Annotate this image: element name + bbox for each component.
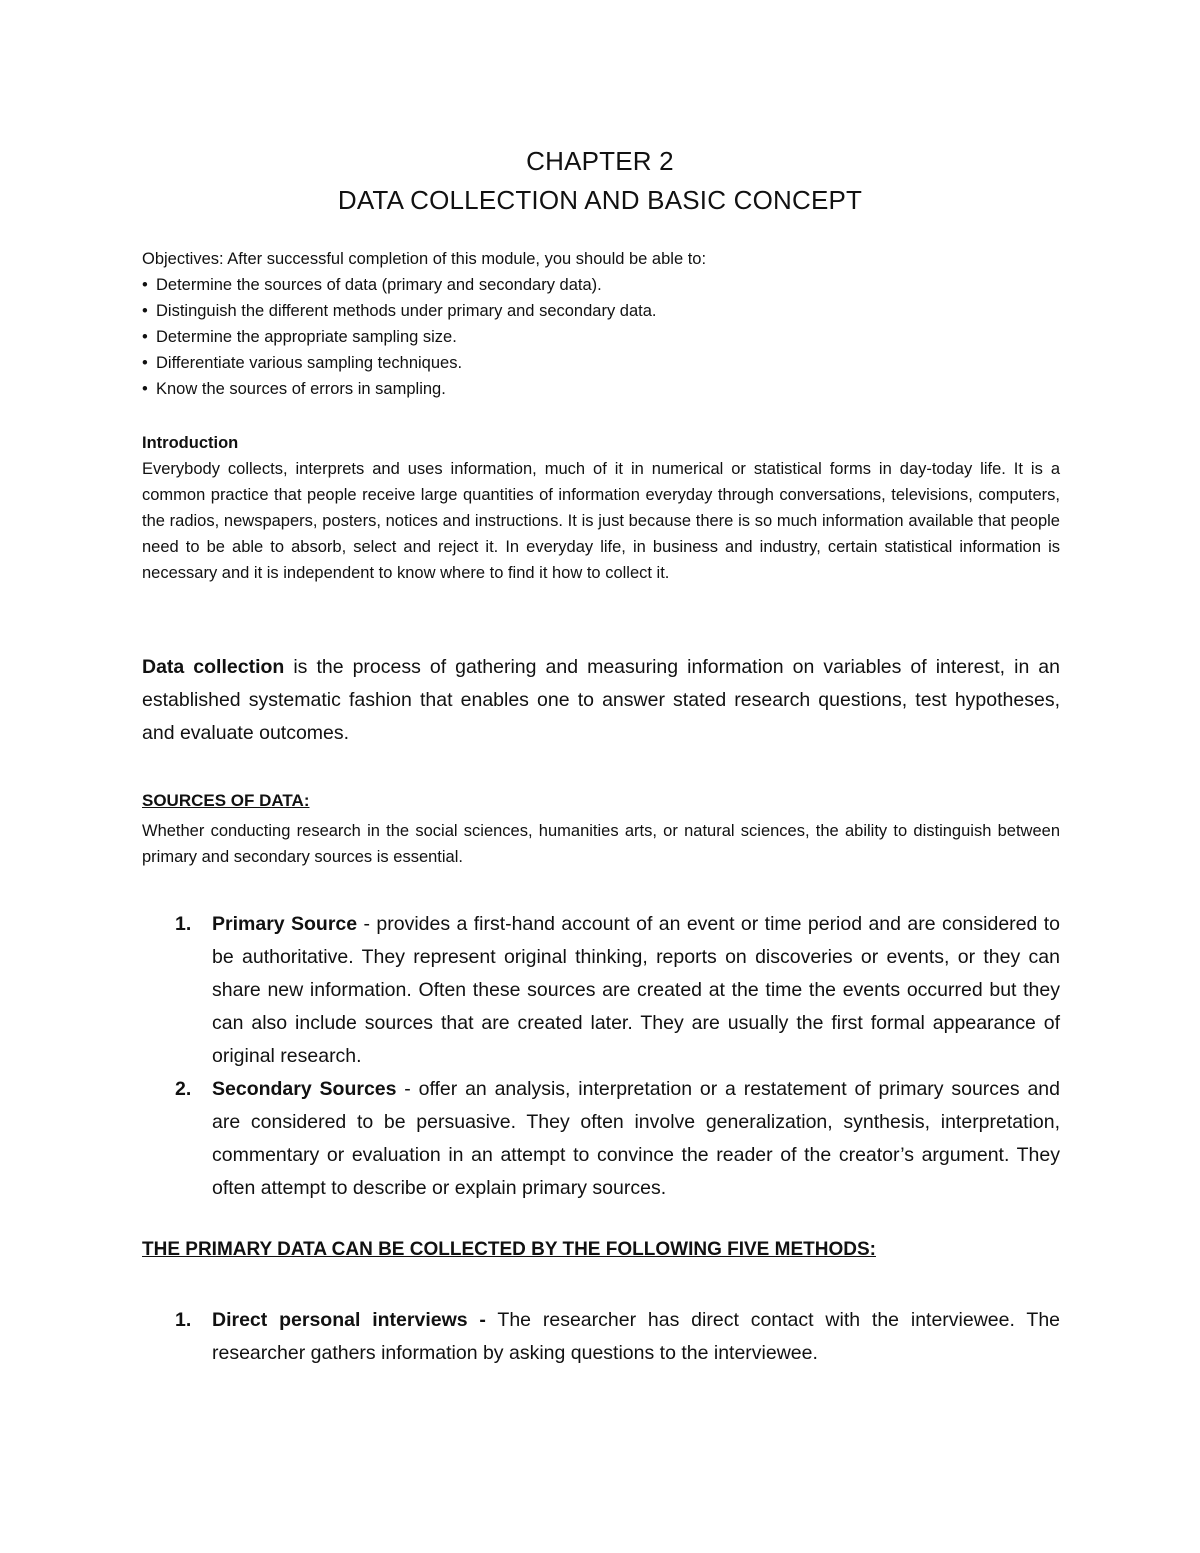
- list-term: Primary Source: [212, 913, 358, 935]
- primary-methods-list: [175, 1304, 1060, 1370]
- definition-text: is the process of gathering and measuring information on variables of interest, in an established systematic fashion that enables one to answer stated research questions, test hypotheses, and evaluate outcomes.: [142, 656, 1060, 744]
- sources-section: [142, 788, 1060, 870]
- introduction-heading: Introduction: [142, 434, 239, 452]
- sources-heading: SOURCES OF DATA:: [142, 791, 310, 810]
- bullet-icon: •: [142, 380, 148, 398]
- objective-item: • Know the sources of errors in sampling.: [142, 376, 1060, 402]
- definition-term: Data collection: [142, 656, 285, 678]
- list-text: - offer an analysis, interpretation or a restatement of primary sources and are considered to be persuasive. They often involve generalization, synthesis, interpretation, commentary or evaluation in an attempt to convince the reader of the creator’s argument. They often attempt to describe or explain primary sources.: [212, 1078, 1060, 1199]
- objective-item: • Distinguish the different methods under primary and secondary data.: [142, 298, 1060, 324]
- list-term: Secondary Sources: [212, 1078, 397, 1100]
- list-number: 2.: [175, 1078, 192, 1100]
- bullet-icon: •: [142, 354, 148, 372]
- objective-item: • Determine the appropriate sampling size.: [142, 324, 1060, 350]
- bullet-icon: •: [142, 302, 148, 320]
- objectives-section: [142, 246, 1060, 402]
- introduction-section: [142, 430, 1060, 586]
- bullet-icon: •: [142, 328, 148, 346]
- list-term: Direct personal interviews -: [212, 1309, 486, 1331]
- introduction-paragraph: Everybody collects, interprets and uses information, much of it in numerical or statistical forms in day-today life. It is a common practice that people receive large quantities of information everyday through conversations, televisions, computers, the radios, newspapers, posters, notices and instructions. It is just because there is so much information available that people need to be able to absorb, select and reject it. In everyday life, in business and industry, certain statistical information is necessary and it is independent to know where to find it how to collect it.: [142, 460, 1060, 582]
- sources-paragraph: Whether conducting research in the social sciences, humanities arts, or natural sciences, the ability to distinguish between primary and secondary sources is essential.: [142, 822, 1060, 866]
- objective-item: • Determine the sources of data (primary and secondary data).: [142, 272, 1060, 298]
- list-item-direct-interviews: [175, 1304, 1060, 1370]
- chapter-title: DATA COLLECTION AND BASIC CONCEPT: [337, 185, 863, 215]
- sources-list: [175, 908, 1060, 1205]
- list-item-primary-source: [175, 908, 1060, 1073]
- list-item-secondary-sources: [175, 1073, 1060, 1205]
- chapter-label: CHAPTER 2: [526, 146, 674, 176]
- objectives-intro: Objectives: After successful completion of this module, you should be able to:: [142, 250, 707, 268]
- definition-paragraph: [142, 651, 1060, 750]
- bullet-icon: •: [142, 276, 148, 294]
- list-number: 1.: [175, 913, 192, 935]
- objective-item: • Differentiate various sampling techniques.: [142, 350, 1060, 376]
- list-text: The researcher has direct contact with the interviewee. The researcher gathers information by asking questions to the interviewee.: [212, 1309, 1061, 1364]
- primary-methods-heading: THE PRIMARY DATA CAN BE COLLECTED BY THE FOLLOWING FIVE METHODS:: [142, 1239, 876, 1260]
- list-text: - provides a first-hand account of an event or time period and are considered to be authoritative. They represent original thinking, reports on discoveries or events, or they can share new information. Often these sources are created at the time the events occurred but they can also include sources that are created later. They are usually the first formal appearance of original research.: [212, 913, 1061, 1067]
- list-number: 1.: [175, 1309, 192, 1331]
